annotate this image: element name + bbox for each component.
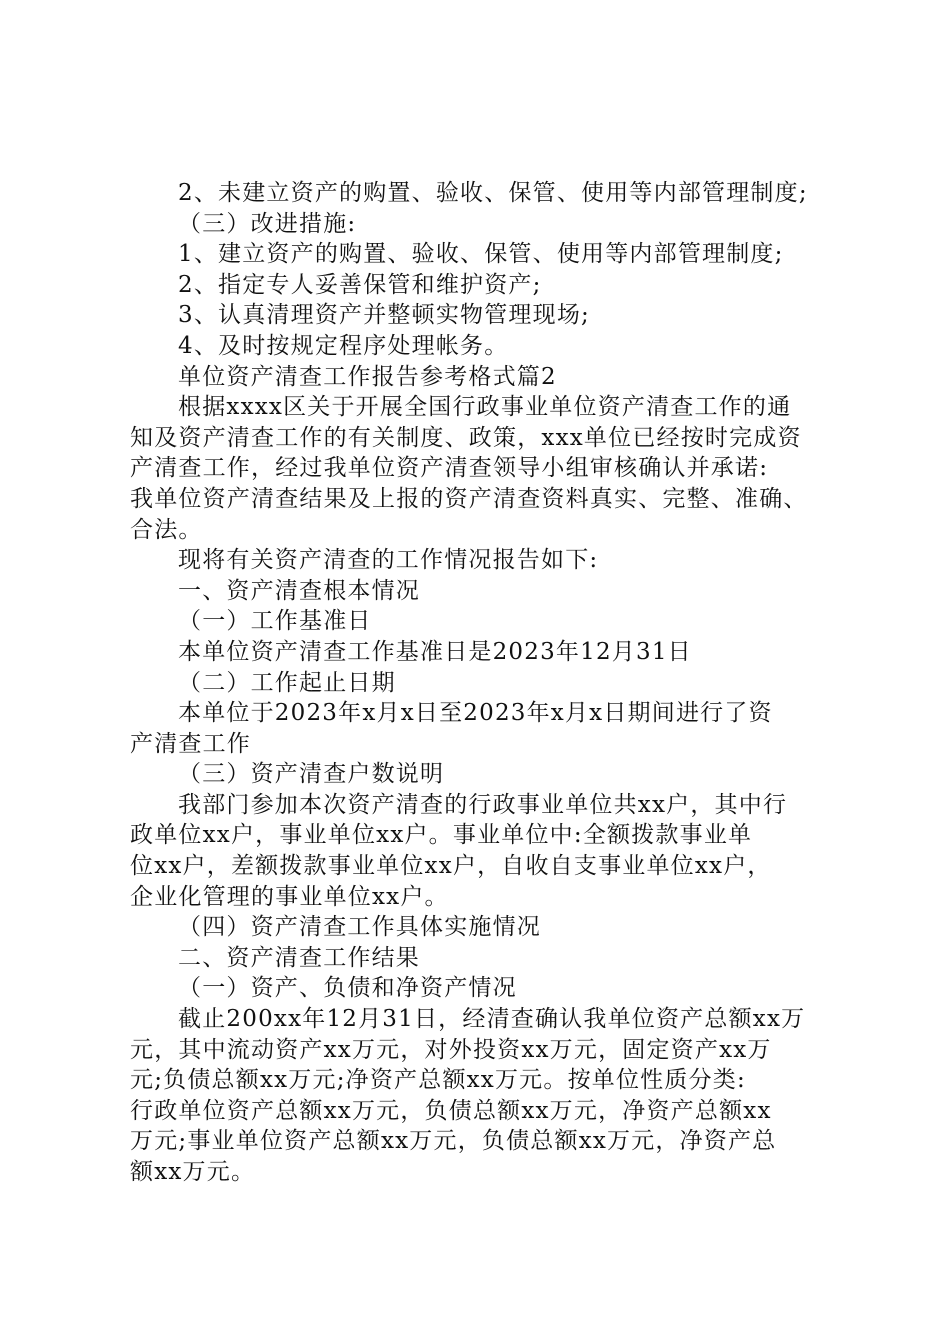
text-line: 根据xxxx区关于开展全国行政事业单位资产清查工作的通 [178, 394, 792, 421]
text-line: 现将有关资产清查的工作情况报告如下: [178, 547, 599, 574]
text-line: 政单位xx户，事业单位xx户。事业单位中:全额拨款事业单 [130, 822, 753, 849]
text-line: 元，其中流动资产xx万元，对外投资xx万元，固定资产xx万 [130, 1036, 772, 1063]
text-line: （三）资产清查户数说明 [178, 761, 445, 788]
text-line: 位xx户，差额拨款事业单位xx户，自收自支事业单位xx户， [130, 853, 772, 880]
text-line: 1、建立资产的购置、验收、保管、使用等内部管理制度; [178, 241, 784, 268]
text-line: 截止200xx年12月31日，经清查确认我单位资产总额xx万 [178, 1006, 806, 1033]
text-line: （二）工作起止日期 [178, 669, 396, 696]
text-line: 本单位资产清查工作基准日是2023年12月31日 [178, 638, 692, 665]
text-line: 2、指定专人妥善保管和维护资产; [178, 271, 542, 298]
text-line: 额xx万元。 [130, 1159, 256, 1185]
text-line: 单位资产清查工作报告参考格式篇2 [178, 363, 557, 390]
text-line: 万元;事业单位资产总额xx万元，负债总额xx万元，净资产总 [130, 1128, 777, 1155]
text-line: 我单位资产清查结果及上报的资产清查资料真实、完整、准确、 [130, 485, 808, 512]
text-line: （四）资产清查工作具体实施情况 [178, 914, 541, 941]
text-line: （三）改进措施: [178, 210, 357, 237]
document-body [130, 178, 830, 1188]
text-line: 企业化管理的事业单位xx户。 [130, 883, 449, 910]
text-line: 知及资产清查工作的有关制度、政策，xxx单位已经按时完成资 [130, 424, 802, 451]
text-line: 元;负债总额xx万元;净资产总额xx万元。按单位性质分类: [130, 1067, 746, 1094]
text-line: （一）资产、负债和净资产情况 [178, 975, 517, 1002]
text-line: 一、资产清查根本情况 [178, 577, 420, 604]
text-line: 行政单位资产总额xx万元，负债总额xx万元，净资产总额xx [130, 1097, 772, 1124]
text-line: 4、及时按规定程序处理帐务。 [178, 332, 509, 359]
text-line: 3、认真清理资产并整顿实物管理现场; [178, 302, 590, 329]
text-line: 二、资产清查工作结果 [178, 944, 420, 971]
text-line: 我部门参加本次资产清查的行政事业单位共xx户，其中行 [178, 791, 788, 818]
text-line: 产清查工作 [130, 730, 251, 757]
text-line: 合法。 [130, 516, 203, 543]
text-line: （一）工作基准日 [178, 608, 372, 635]
text-line: 2、未建立资产的购置、验收、保管、使用等内部管理制度; [178, 180, 808, 206]
text-line: 产清查工作，经过我单位资产清查领导小组审核确认并承诺: [130, 455, 769, 482]
text-line: 本单位于2023年x月x日至2023年x月x日期间进行了资 [178, 700, 773, 727]
